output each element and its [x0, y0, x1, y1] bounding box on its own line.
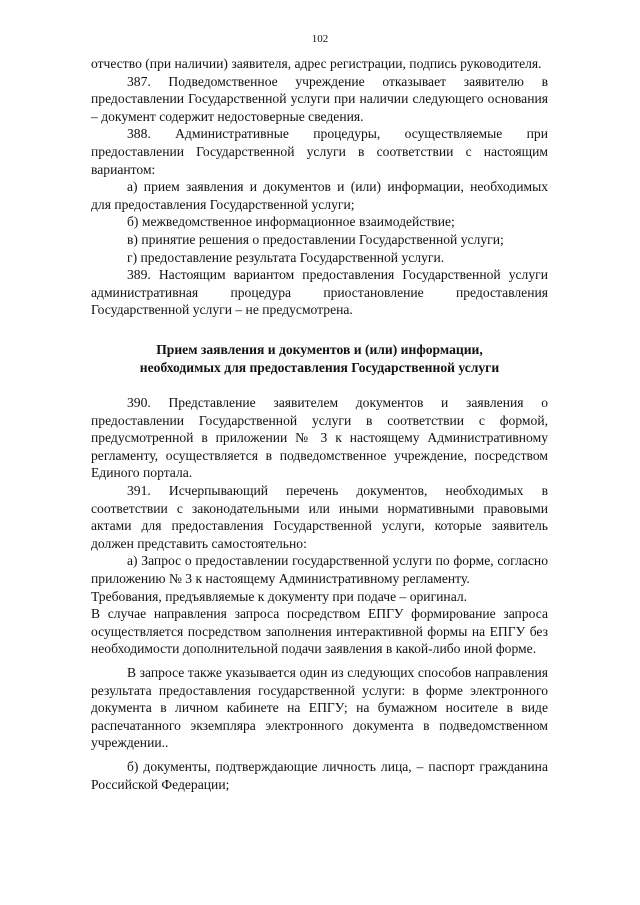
heading-line-2: необходимых для предоставления Государственной услуги [139, 359, 500, 375]
paragraph-388a: а) прием заявления и документов и (или) информации, необходимых для предоставления Государственной услуги; [91, 179, 548, 212]
paragraph-391a: а) Запрос о предоставлении государственной услуги по форме, согласно приложению № 3 к настоящему Административному регламенту. [91, 553, 548, 587]
paragraph-389: 389. Настоящим вариантом предоставления Государственной услуги административная процедура приостановление предоставления Государственной услуги – не предусмотрена. [91, 267, 548, 318]
paragraph-388d: г) предоставление результата Государственной услуги. [127, 249, 445, 265]
paragraph-391b: б) документы, подтверждающие личность лица, – паспорт гражданина Российской Федерации; [91, 758, 548, 792]
heading-line-1: Прием заявления и документов и (или) информации, [156, 341, 483, 357]
paragraph-cont: отчество (при наличии) заявителя, адрес регистрации, подпись руководителя. [91, 56, 542, 71]
paragraph-epgu: В случае направления запроса посредством ЕПГУ формирование запроса осуществляется посредством заполнения интерактивной формы на ЕПГУ без необходимости дополнительной подачи заявления в какой-либо иной форме. [91, 606, 548, 657]
paragraph-388c: в) принятие решения о предоставлении Государственной услуги; [127, 231, 504, 247]
section-after-heading [91, 394, 548, 793]
paragraph-ways: В запросе также указывается один из следующих способов направления результата предоставления государственной услуги: в форме электронного документа в личном кабинете на ЕПГУ; на бумажном носителе в виде распечатанного экземпляра электронного документа в подведомственном учреждении.. [91, 665, 548, 751]
paragraph-391: 391. Исчерпывающий перечень документов, необходимых в соответствии с законодательными или иными нормативными правовыми актами для предоставления Государственной услуги, которые заявитель должен представить самостоятельно: [91, 483, 548, 551]
paragraph-390: 390. Представление заявителем документов и заявления о предоставлении Государственной услуги в соответствии с формой, предусмотренной в приложении № 3 к настоящему Административному регламенту, осуществляется в подведомственное учреждение, посредством Единого портала. [91, 395, 548, 481]
paragraph-req: Требования, предъявляемые к документу при подаче – оригинал. [91, 588, 468, 604]
paragraph-387: 387. Подведомственное учреждение отказывает заявителю в предоставлении Государственной услуги при наличии следующего основания – документ содержит недостоверные сведения. [91, 73, 548, 124]
page-number: 102 [311, 33, 329, 45]
paragraph-388: 388. Административные процедуры, осуществляемые при предоставлении Государственной услуги в соответствии с настоящим вариантом: [91, 126, 548, 177]
document-body [91, 55, 548, 793]
paragraph-388b: б) межведомственное информационное взаимодействие; [127, 214, 455, 230]
section-before-heading [91, 55, 548, 319]
section-heading [91, 341, 548, 376]
